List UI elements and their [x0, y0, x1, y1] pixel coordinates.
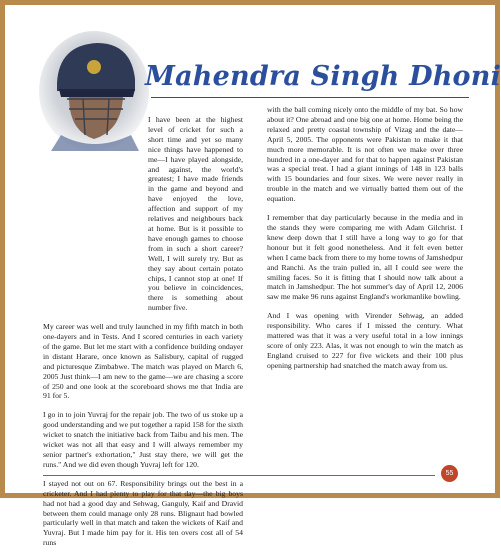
paragraph: My career was well and truly launched in my fifth match in both one-dayers and in Tests. And I scored centuries in each variety of the game. But let me start with a confidence building ondayer in distant Harare, once known as Salisbury, capital of rugged and picturesque Zimbabwe. The match was played on March 6, 2005 Just think—I am new to the game—we are chasing a score of 250 and one look at the scoreboard shows me that India are 91 for 5. [43, 322, 243, 401]
paragraph: And I was opening with Virender Sehwag, an added responsibility. Who cares if I missed the century. What mattered was that it was a very useful total in a low innings score of only 223. Alas, it was not enough to win the match as England cruised to 227 for five wickets and their 100 plus opening partnership had snatched the match away from us. [267, 311, 463, 370]
page-title: Mahendra Singh Dhoni [145, 61, 501, 92]
page-number-badge: 55 [441, 465, 458, 482]
right-column [267, 105, 463, 380]
left-column [43, 101, 243, 557]
paragraph: I go in to join Yuvraj for the repair job. The two of us stoke up a good understanding and we put together a rapid 158 for the sixth wicket to snatch the initiative back from Taibu and his men. The wicket was not all that easy and I will always remember my senior partner's exhortation," Just stay there, we will get the runs." And we did even though Yuvraj left for 120. [43, 410, 243, 469]
title-underline [151, 97, 469, 98]
footer-rule [43, 475, 435, 476]
paragraph: I remember that day particularly because in the media and in the stands they were comparing me with Adam Gilchrist. I knew deep down that I still have a long way to go for that honour but it felt good nonetheless. And it felt even better when I came back from there to my home towns of Jamshedpur and Ranchi. As the train pulled in, all I could see were the smiling faces. So it is fitting that I should now talk about a match in Jamshedpur. The hot summer's day of April 12, 2006 saw me make 96 runs against England's workmanlike bowling. [267, 213, 463, 302]
paragraph: I have been at the highest level of cricket for such a short time and yet so many nice things have happened to me—I have played alongside, and against, the world's greatest; I have made friends in the game and beyond and have enjoyed the love, affection and support of my relatives and neighbours back at home. But is it possible to have enough games to choose from in such a short career? Well, I will surely try. But as they say about certain potato chips, I cannot stop at one! If you believe in coincidences, there is something about number five. [148, 115, 243, 313]
paragraph: with the ball coming nicely onto the middle of my bat. So how about it? One abroad and one big one at home. Home being the relaxed and pretty coastal township of Vizag and the date—April 5, 2005. The opponents were Pakistan to make it that much more memorable. It is not often we make over three hundred in a one-dayer and for that to happen against Pakistan was a special treat. I had a giant innings of 148 in 123 balls with 15 boundaries and four sixes. We were never really in trouble in the match and we virtually batted them out of the equation. [267, 105, 463, 204]
paragraph: I stayed not out on 67. Responsibility brings out the best in a cricketer. And I had plenty to play for that day—the big boys had not had a good day and Sehwag, Ganguly, Kaif and Dravid between them could manage only 28 runs. Blignaut had bowled particularly well in that match and taken the wickets of Kaif and Yuvraj. But I made him pay for it. His ten overs cost all of 54 runs [43, 478, 243, 548]
book-page [5, 5, 501, 548]
